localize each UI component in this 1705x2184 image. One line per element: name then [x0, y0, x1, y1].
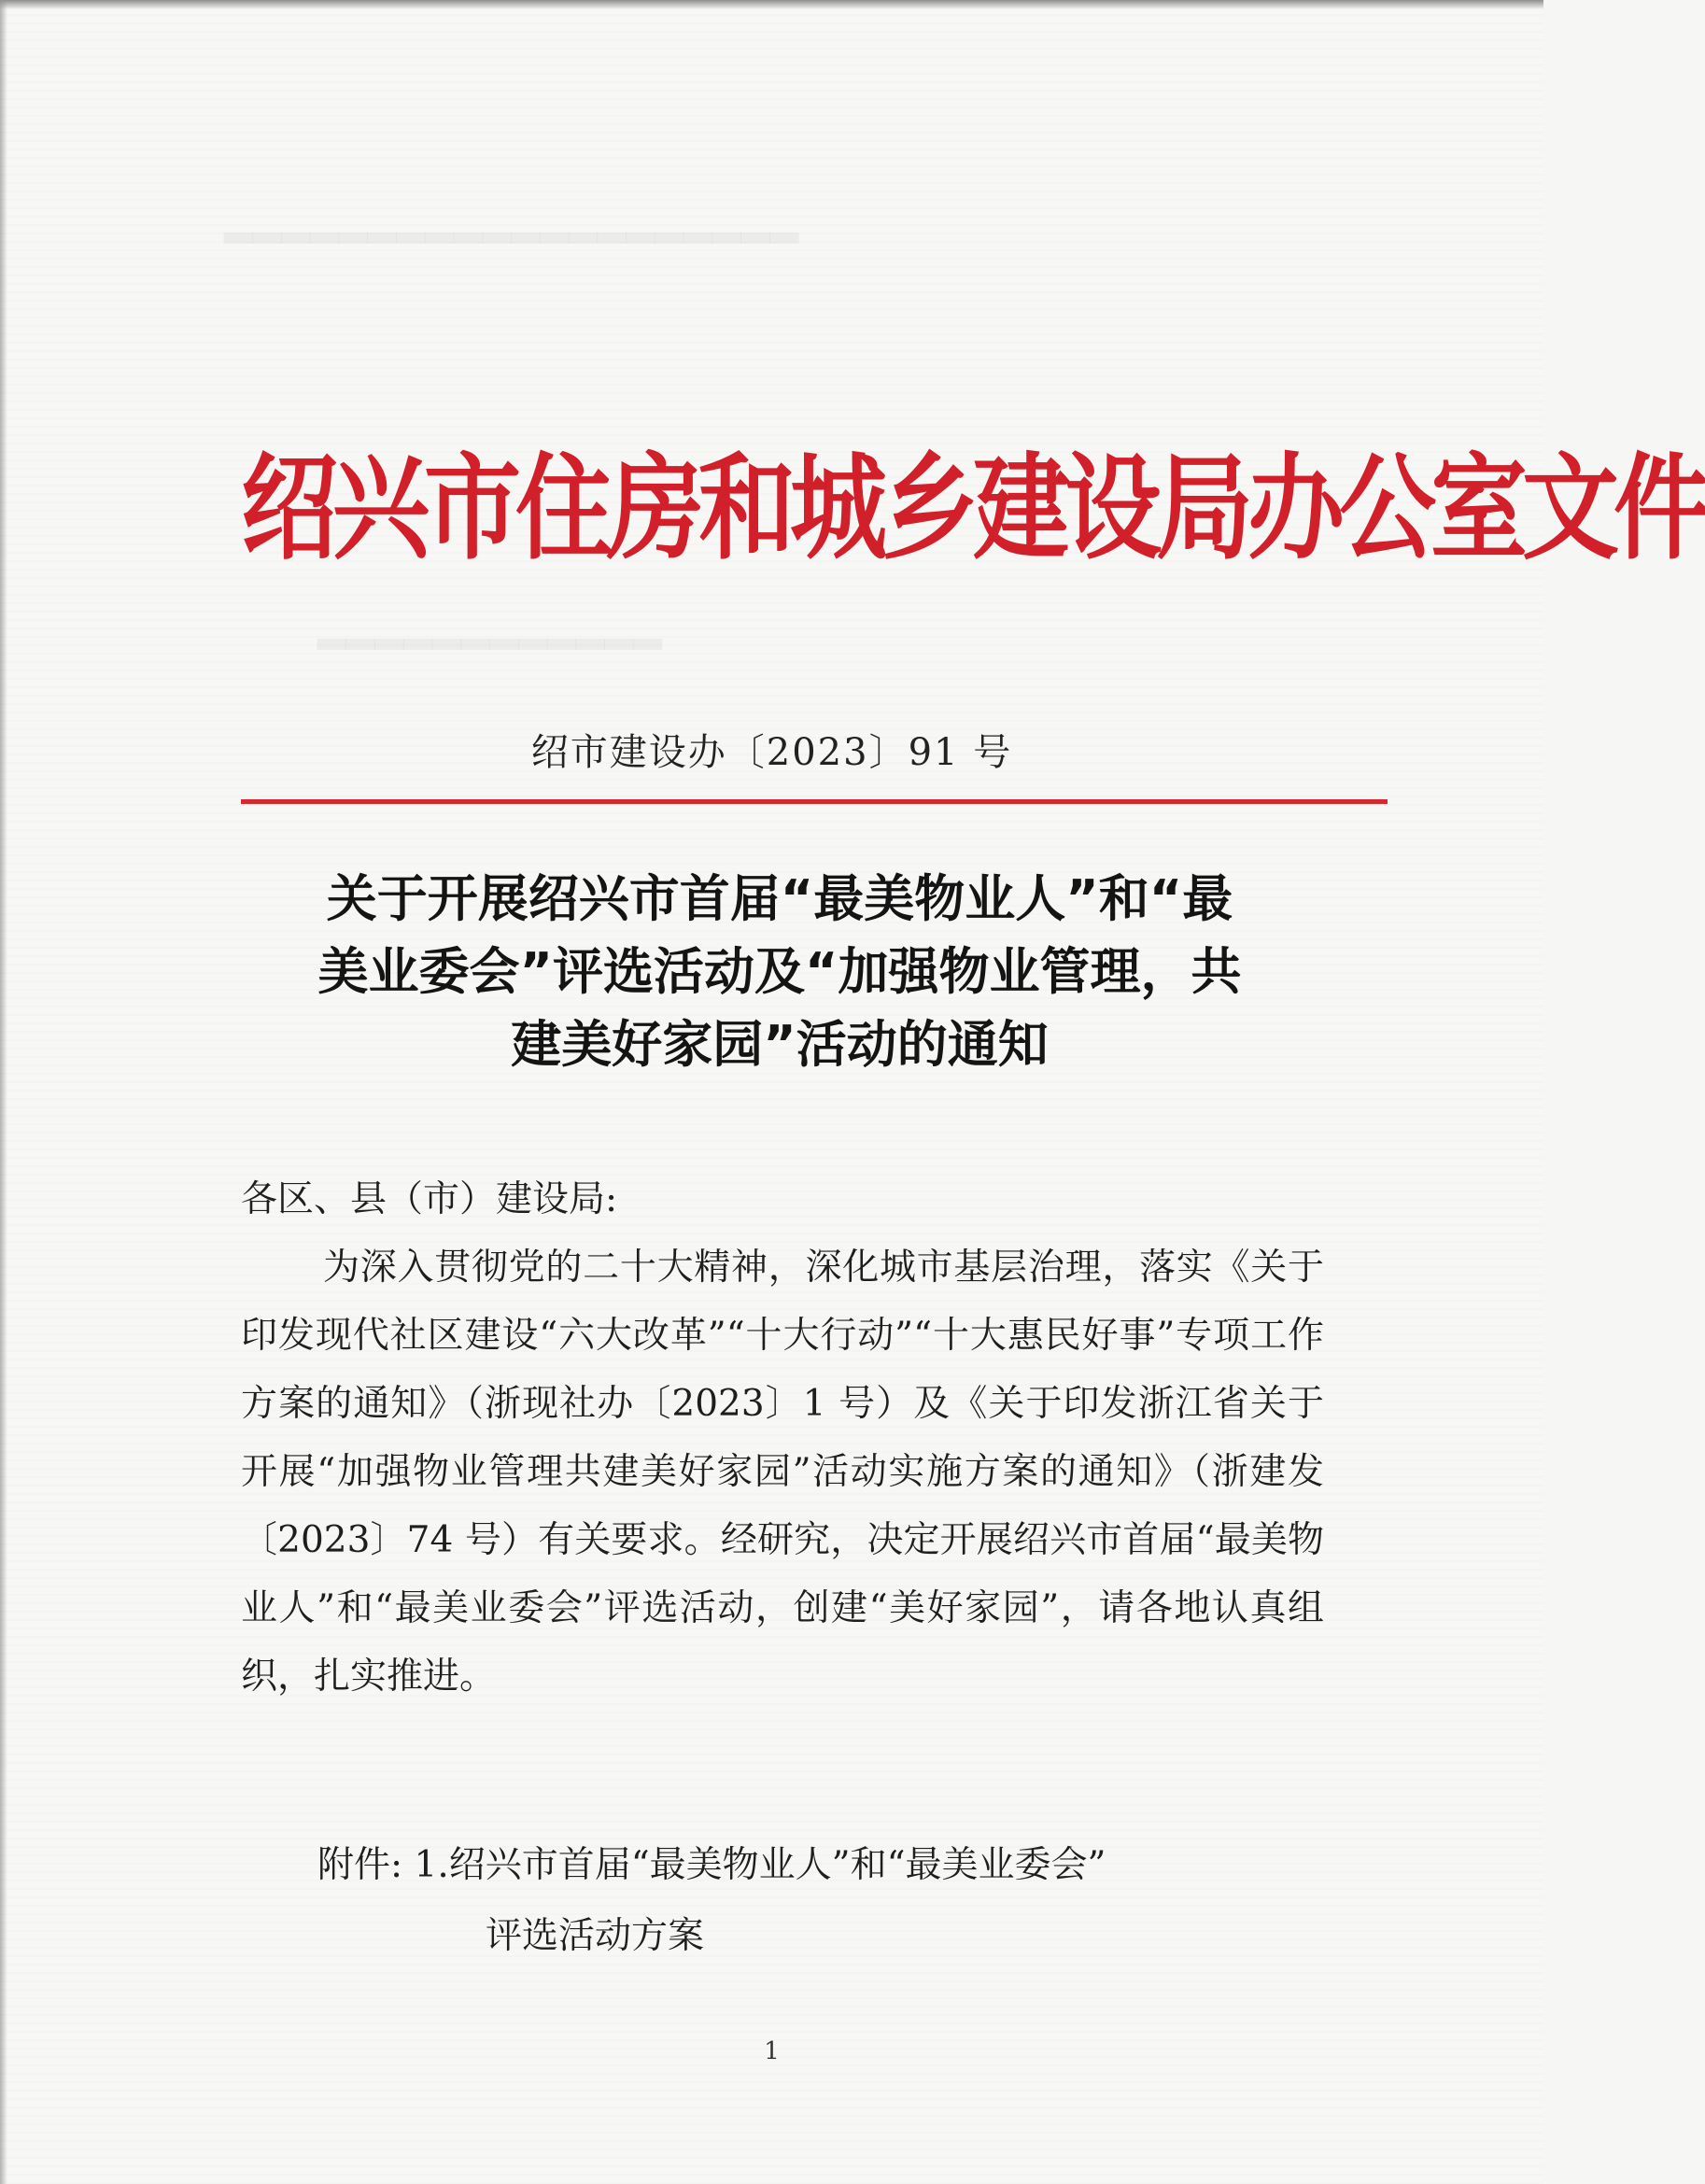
- notice-title-line: 美业委会”评选活动及“加强物业管理，共: [317, 942, 1242, 1001]
- page-number: 1: [764, 2037, 780, 2065]
- red-divider-line: [241, 799, 1388, 804]
- body-paragraph: 为深入贯彻党的二十大精神，深化城市基层治理，落实《关于印发现代社区建设“六大改革”“十大行动”“十大惠民好事”专项工作方案的通知》（浙现社办〔2023〕1 号）及《关于印发浙江省关于开展“加强物业管理共建美好家园”活动实施方案的通知》（浙建发〔2023〕74 号）有关要求。经研究，决定开展绍兴市首届“最美物业人”和“最美业委会”评选活动，创建“美好家园”，请各地认真组织，扎实推进。: [241, 1247, 1324, 1698]
- notice-title-line: 关于开展绍兴市首届“最美物业人”和“最: [326, 869, 1233, 928]
- notice-body: [241, 1165, 1324, 1711]
- show-through-text: ▂▂▂▂▂▂▂▂▂▂▂▂▂▂▂▂▂▂▂▂: [224, 201, 799, 244]
- document-number: 绍市建设办〔2023〕91 号: [530, 731, 1013, 774]
- notice-title: [229, 863, 1331, 1081]
- attachment-list: [317, 1830, 1106, 1972]
- issuer-red-header: 绍兴市住房和城乡建设局办公室文件: [241, 441, 1705, 576]
- attachment-item: 附件: 1.绍兴市首届“最美物业人”和“最美业委会”: [317, 1844, 1106, 1886]
- salutation: 各区、县（市）建设局:: [241, 1178, 618, 1220]
- show-through-text: ▂▂▂▂▂▂▂▂▂▂▂▂: [317, 607, 663, 650]
- attachment-item-continued: 评选活动方案: [486, 1915, 705, 1957]
- notice-title-line: 建美好家园”活动的通知: [511, 1015, 1049, 1074]
- scan-top-edge-shadow: [0, 0, 1543, 9]
- scan-left-edge-shadow: [0, 0, 7, 2184]
